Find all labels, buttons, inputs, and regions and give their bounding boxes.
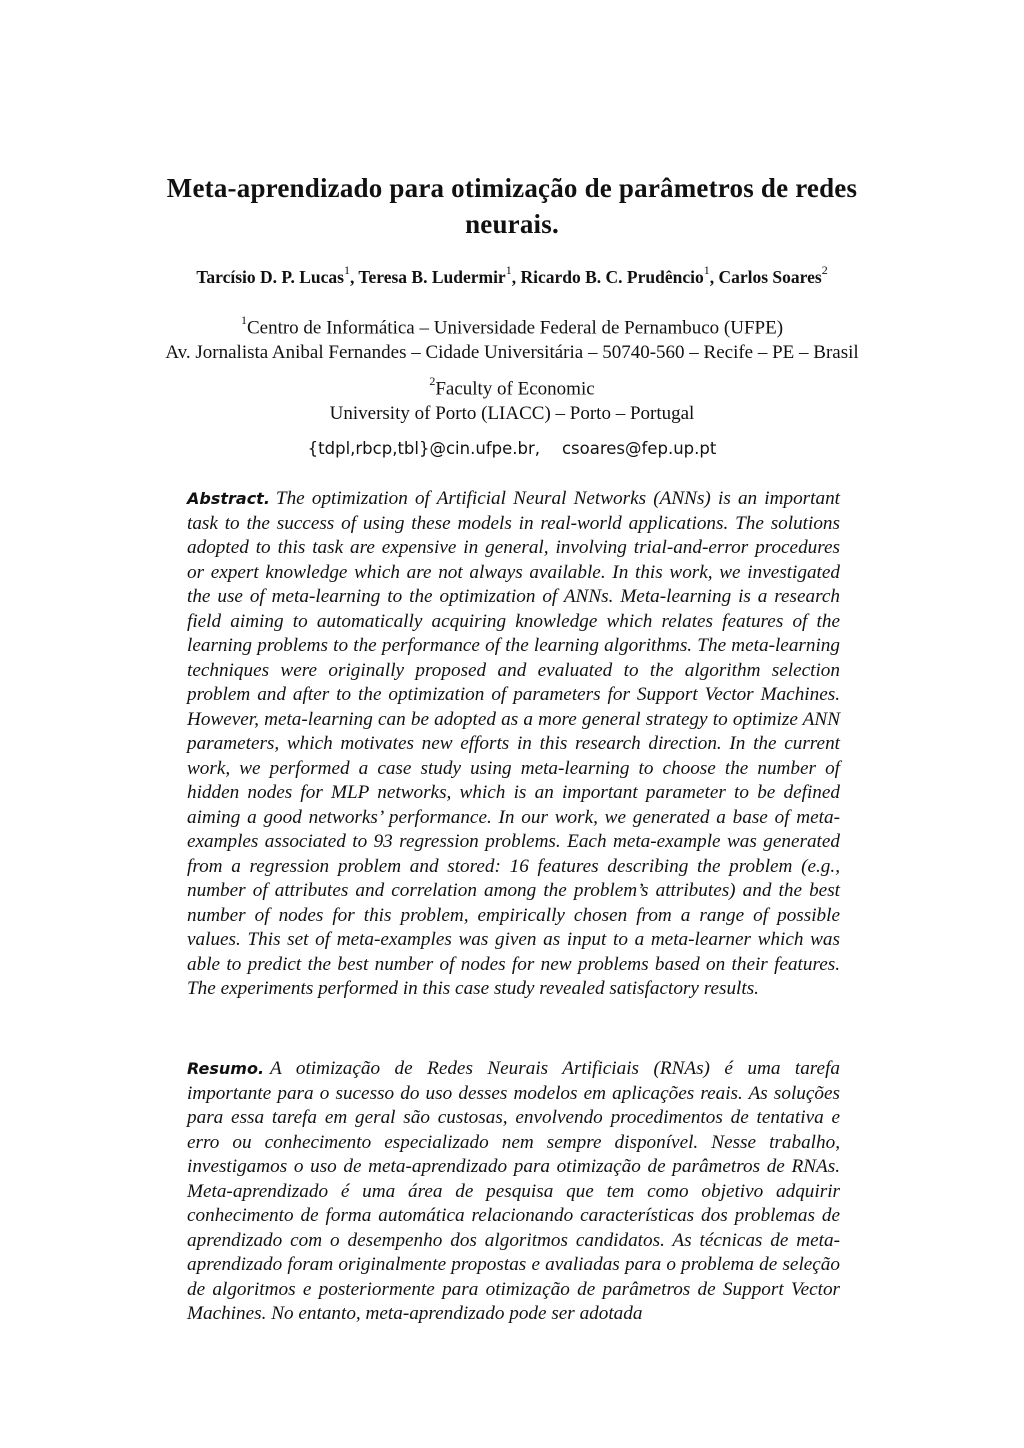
- email-group: {tdpl,rbcp,tbl}@cin.ufpe.br,: [307, 439, 540, 458]
- author-name: Ricardo B. C. Prudêncio: [520, 266, 704, 287]
- abstract-text: The optimization of Artificial Neural Networks (ANNs) is an important task to the success of using these models in real-world applications. The solutions adopted to this task are expensive in general, involving trial-and-error procedures or expert knowledge which are not always available. In this work, we investigated the use of meta-learning to the optimization of ANNs. Meta-learning is a research field aiming to automatically acquiring knowledge which relates features of the learning problems to the performance of the learning algorithms. The meta-learning techniques were originally proposed and evaluated to the algorithm selection problem and after to the optimization of parameters for Support Vector Machines. However, meta-learning can be adopted as a more general strategy to optimize ANN parameters, which motivates new efforts in this research direction. In the current work, we performed a case study using meta-learning to choose the number of hidden nodes for MLP networks, which is an important parameter to be defined aiming a good networks’ performance. In our work, we generated a base of meta-examples associated to 93 regression problems. Each meta-example was generated from a regression problem and stored: 16 features describing the problem (e.g., number of attributes and correlation among the problem’s attributes) and the best number of nodes for this problem, empirically chosen from a range of possible values. This set of meta-examples was given as input to a meta-learner which was able to predict the best number of nodes for new problems based on their features. The experiments performed in this case study revealed satisfactory results.: [187, 488, 840, 999]
- affiliation-1: [100, 310, 924, 365]
- affiliation-2-line-1: $^2$Faculty of Economic: [429, 374, 595, 400]
- author-name: Tarcísio D. P. Lucas: [196, 266, 344, 287]
- affiliation-2-line-2: University of Porto (LIACC) – Porto – Portugal: [329, 403, 695, 425]
- affiliation-1-line-1: $^1$Centro de Informática – Universidade Federal de Pernambuco (UFPE): [240, 313, 784, 339]
- abstract-label: Abstract.: [187, 489, 270, 508]
- author-affil-mark: 1: [703, 263, 710, 277]
- author-affil-mark: 2: [821, 263, 828, 277]
- affiliation-1-mark: 1: [240, 313, 247, 327]
- author-emails: [100, 437, 924, 461]
- abstract-section: [187, 487, 840, 1002]
- resumo-section: [187, 1057, 840, 1327]
- affiliation-2: [100, 371, 924, 426]
- affiliation-1-line-2: Av. Jornalista Anibal Fernandes – Cidade Universitária – 50740-560 – Recife – PE – Brasil: [165, 342, 859, 364]
- author-list: Tarcísio D. P. Lucas$^1$, Teresa B. Ludermir$^1$, Ricardo B. C. Prudêncio$^1$, Carlos Soares$^2$: [196, 263, 828, 287]
- title-line-2: neurais.: [465, 209, 559, 239]
- author-affil-mark: 1: [505, 263, 512, 277]
- email-single: csoares@fep.up.pt: [561, 439, 717, 458]
- author-affil-mark: 1: [343, 263, 350, 277]
- author-name: Carlos Soares: [718, 266, 822, 287]
- resumo-label: Resumo.: [187, 1059, 265, 1078]
- title-line-1: Meta-aprendizado para otimização de parâmetros de redes: [166, 173, 858, 203]
- affiliation-2-mark: 2: [429, 374, 436, 388]
- resumo-text: A otimização de Redes Neurais Artificiais (RNAs) é uma tarefa importante para o sucesso do uso desses modelos em aplicações reais. As soluções para essa tarefa em geral são custosas, envolvendo procedimentos de tentativa e erro ou conhecimento especializado nem sempre disponível. Nesse trabalho, investigamos o uso de meta-aprendizado para otimização de parâmetros de RNAs. Meta-aprendizado é uma área de pesquisa que tem como objetivo adquirir conhecimento de forma automática relacionando características dos problemas de aprendizado com o desempenho dos algoritmos candidatos. As técnicas de meta-aprendizado foram originalmente propostas e avaliadas para o problema de seleção de algoritmos e posteriormente para otimização de parâmetros de Support Vector Machines. No entanto, meta-aprendizado pode ser adotada: [187, 1058, 840, 1324]
- author-name: Teresa B. Ludermir: [358, 266, 506, 287]
- paper-title: [120, 170, 904, 242]
